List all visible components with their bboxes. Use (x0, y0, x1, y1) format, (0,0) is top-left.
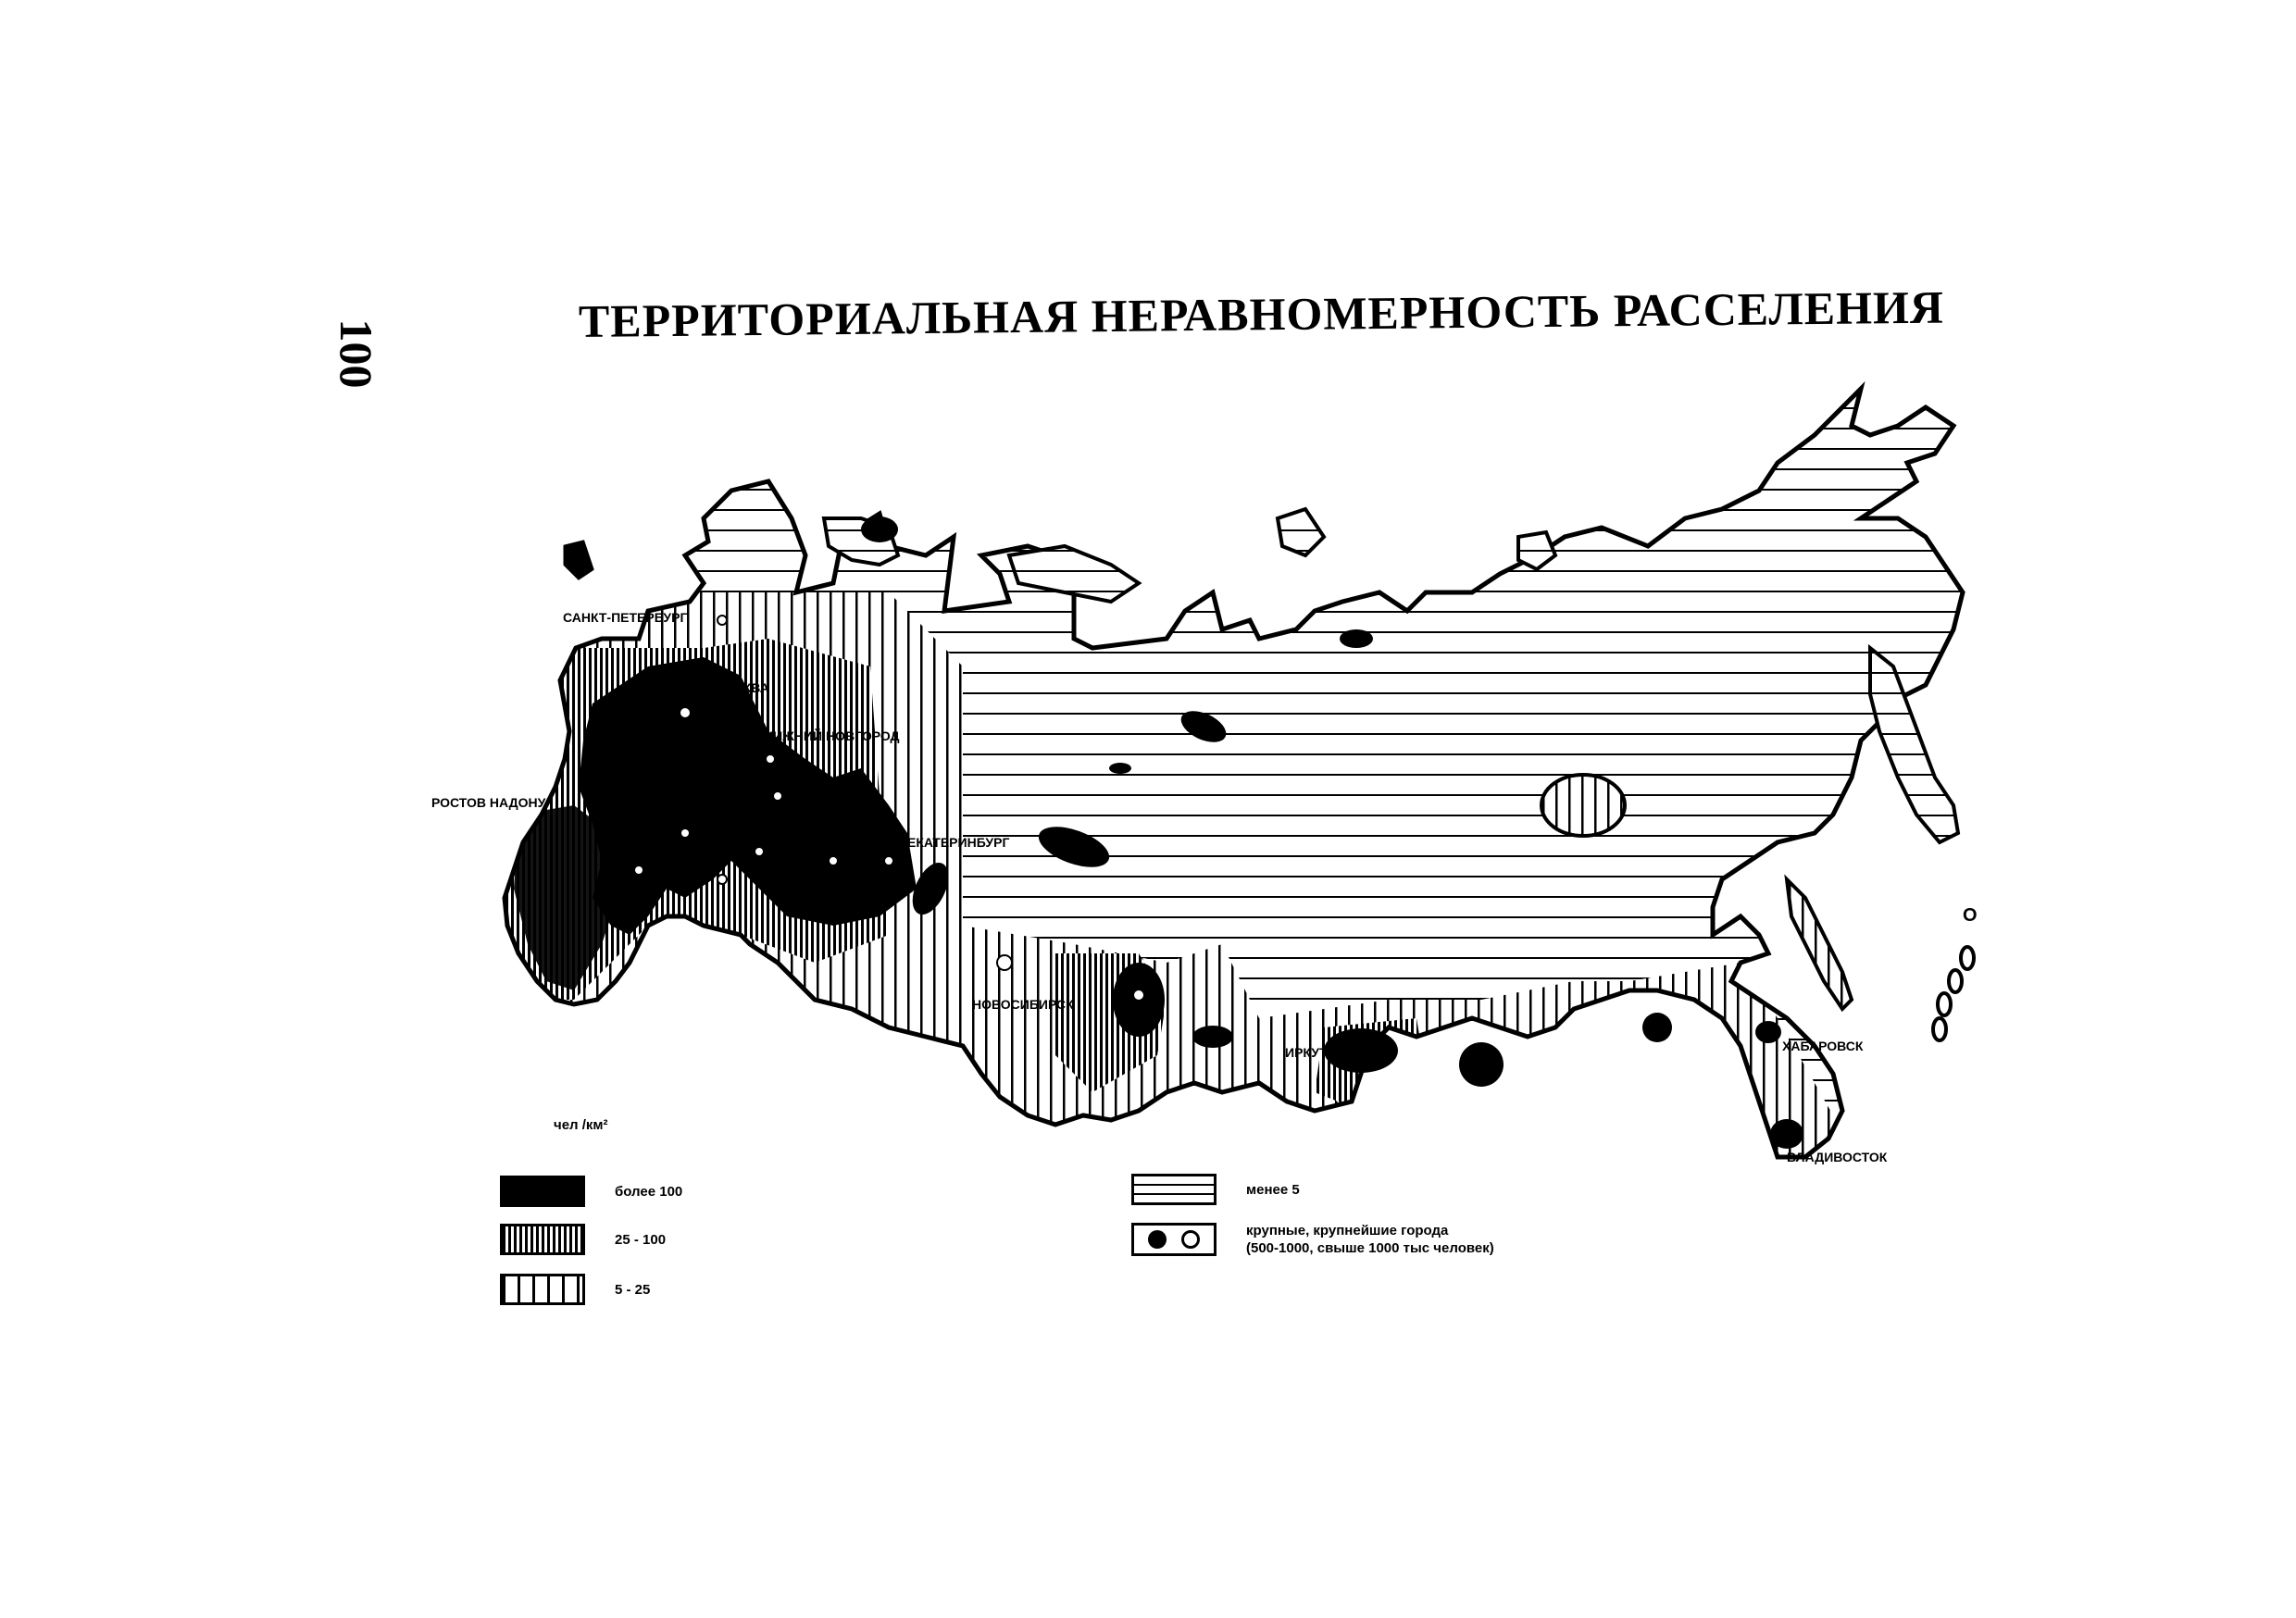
legend-swatch-min (1131, 1174, 1217, 1205)
island-label: О (1963, 905, 1978, 926)
city-label-nnovgorod: НИЖНИЙ НОВГОРОД (764, 728, 900, 743)
legend-label-cities-2: (500-1000, свыше 1000 тыс человек) (1246, 1240, 1494, 1256)
city-label-vladivostok: ВЛАДИВОСТОК (1787, 1150, 1888, 1164)
city-label-spb: САНКТ-ПЕТЕРБУРГ (563, 610, 688, 625)
legend-swatch-low (500, 1274, 585, 1305)
legend-item-min (1131, 1174, 1300, 1205)
legend-swatch-mid (500, 1224, 585, 1255)
city-label-moscow: МОСКВА (713, 680, 769, 695)
city-label-nsk: НОВОСИБИРСК (972, 997, 1074, 1012)
legend-swatch-dense (500, 1176, 585, 1207)
city-label-khabarovsk: ХАБАРОВСК (1782, 1039, 1864, 1053)
legend-item-cities (1131, 1222, 1494, 1257)
city-label-rostov: РОСТОВ НАДОНУ (431, 795, 546, 810)
legend-label-mid: 25 - 100 (615, 1231, 667, 1248)
city-label-irkutsk: ИРКУТСК (1285, 1045, 1345, 1060)
legend-label-low: 5 - 25 (615, 1281, 651, 1298)
legend-label-cities-1: крупные, крупнейшие города (1246, 1223, 1449, 1238)
legend-label-min: менее 5 (1246, 1181, 1300, 1198)
city-label-samara: САМАРА (671, 853, 727, 868)
largest-city-dot-icon (1181, 1230, 1200, 1249)
page-number: 100 (331, 318, 382, 389)
legend-units: чел /км² (554, 1117, 608, 1133)
legend-swatch-cities (1131, 1223, 1217, 1256)
legend-label-dense: более 100 (615, 1183, 683, 1200)
legend-item-mid (500, 1224, 666, 1255)
large-city-dot-icon (1148, 1230, 1167, 1249)
map-title: ТЕРРИТОРИАЛЬНАЯ НЕРАВНОМЕРНОСТЬ РАССЕЛЕНИЯ (578, 280, 1945, 347)
city-label-ekb: ЕКАТЕРИНБУРГ (907, 835, 1010, 850)
legend-item-dense (500, 1176, 682, 1207)
legend-item-low (500, 1274, 650, 1305)
